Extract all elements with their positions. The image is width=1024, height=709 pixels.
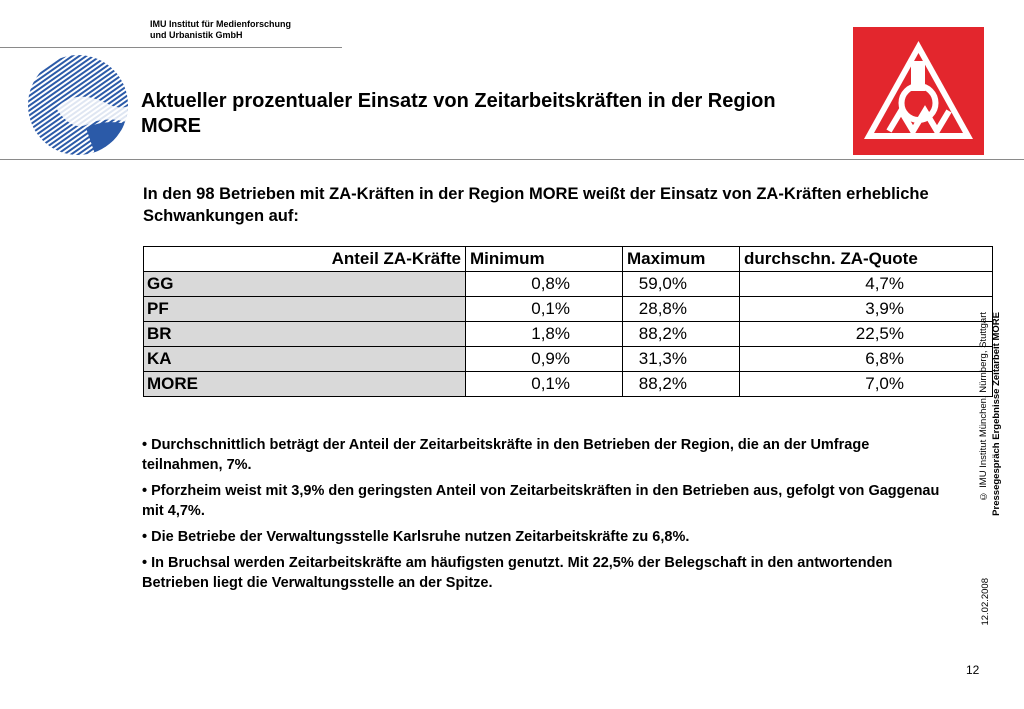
institute-line-2: und Urbanistik GmbH	[150, 30, 243, 40]
cell-avg: 7,0%	[740, 372, 993, 397]
cell-min: 0,8%	[466, 272, 623, 297]
row-label: PF	[144, 297, 466, 322]
ig-metall-logo	[853, 27, 984, 155]
row-label: MORE	[144, 372, 466, 397]
institute-name	[150, 19, 291, 41]
col-header-quote: durchschn. ZA-Quote	[740, 247, 993, 272]
cell-max: 59,0%	[623, 272, 740, 297]
bullet-list	[142, 435, 942, 599]
col-header-maximum: Maximum	[623, 247, 740, 272]
col-header-anteil: Anteil ZA-Kräfte	[144, 247, 466, 272]
institute-line-1: IMU Institut für Medienforschung	[150, 19, 291, 29]
za-table	[143, 246, 993, 397]
table-row	[144, 297, 993, 322]
list-item: • Durchschnittlich beträgt der Anteil der Zeitarbeitskräfte in den Betrieben der Region, die an der Umfrage teilnahmen, 7%.	[142, 437, 870, 473]
cell-min: 0,1%	[466, 372, 623, 397]
side-date: 12.02.2008	[980, 578, 991, 626]
cell-min: 1,8%	[466, 322, 623, 347]
row-label: BR	[144, 322, 466, 347]
page-number: 12	[966, 663, 980, 677]
table-row	[144, 347, 993, 372]
side-subtitle: Pressegespräch Ergebnisse Zeitarbeit MORE	[991, 312, 1002, 516]
side-copyright: © IMU Institut München, Nürnberg, Stuttgart	[978, 312, 989, 502]
list-item: • Pforzheim weist mit 3,9% den geringsten Anteil von Zeitarbeitskräften in den Betrieben aus, gefolgt von Gaggenau mit 4,7%.	[142, 483, 940, 519]
list-item: • In Bruchsal werden Zeitarbeitskräfte am häufigsten genutzt. Mit 22,5% der Belegschaft in den antwortenden Betrieben liegt die Verwaltungsstelle an der Spitze.	[142, 555, 893, 591]
table-row	[144, 372, 993, 397]
header-divider	[0, 47, 342, 48]
cell-min: 0,1%	[466, 297, 623, 322]
row-label: GG	[144, 272, 466, 297]
table-row	[144, 322, 993, 347]
cell-max: 88,2%	[623, 372, 740, 397]
table-row	[144, 272, 993, 297]
table-header-row	[144, 247, 993, 272]
page-title: Aktueller prozentualer Einsatz von Zeitarbeitskräften in der Region MORE	[141, 90, 776, 137]
cell-avg: 3,9%	[740, 297, 993, 322]
cell-min: 0,9%	[466, 347, 623, 372]
cell-max: 31,3%	[623, 347, 740, 372]
list-item: • Die Betriebe der Verwaltungsstelle Karlsruhe nutzen Zeitarbeitskräfte zu 6,8%.	[142, 529, 690, 545]
cell-avg: 6,8%	[740, 347, 993, 372]
cell-max: 88,2%	[623, 322, 740, 347]
title-divider	[0, 159, 1024, 160]
cell-max: 28,8%	[623, 297, 740, 322]
cell-avg: 4,7%	[740, 272, 993, 297]
imu-globe-logo	[26, 53, 130, 157]
intro-text: In den 98 Betrieben mit ZA-Kräften in der Region MORE weißt der Einsatz von ZA-Kräften erhebliche Schwankungen auf:	[143, 185, 929, 225]
row-label: KA	[144, 347, 466, 372]
col-header-minimum: Minimum	[466, 247, 623, 272]
cell-avg: 22,5%	[740, 322, 993, 347]
